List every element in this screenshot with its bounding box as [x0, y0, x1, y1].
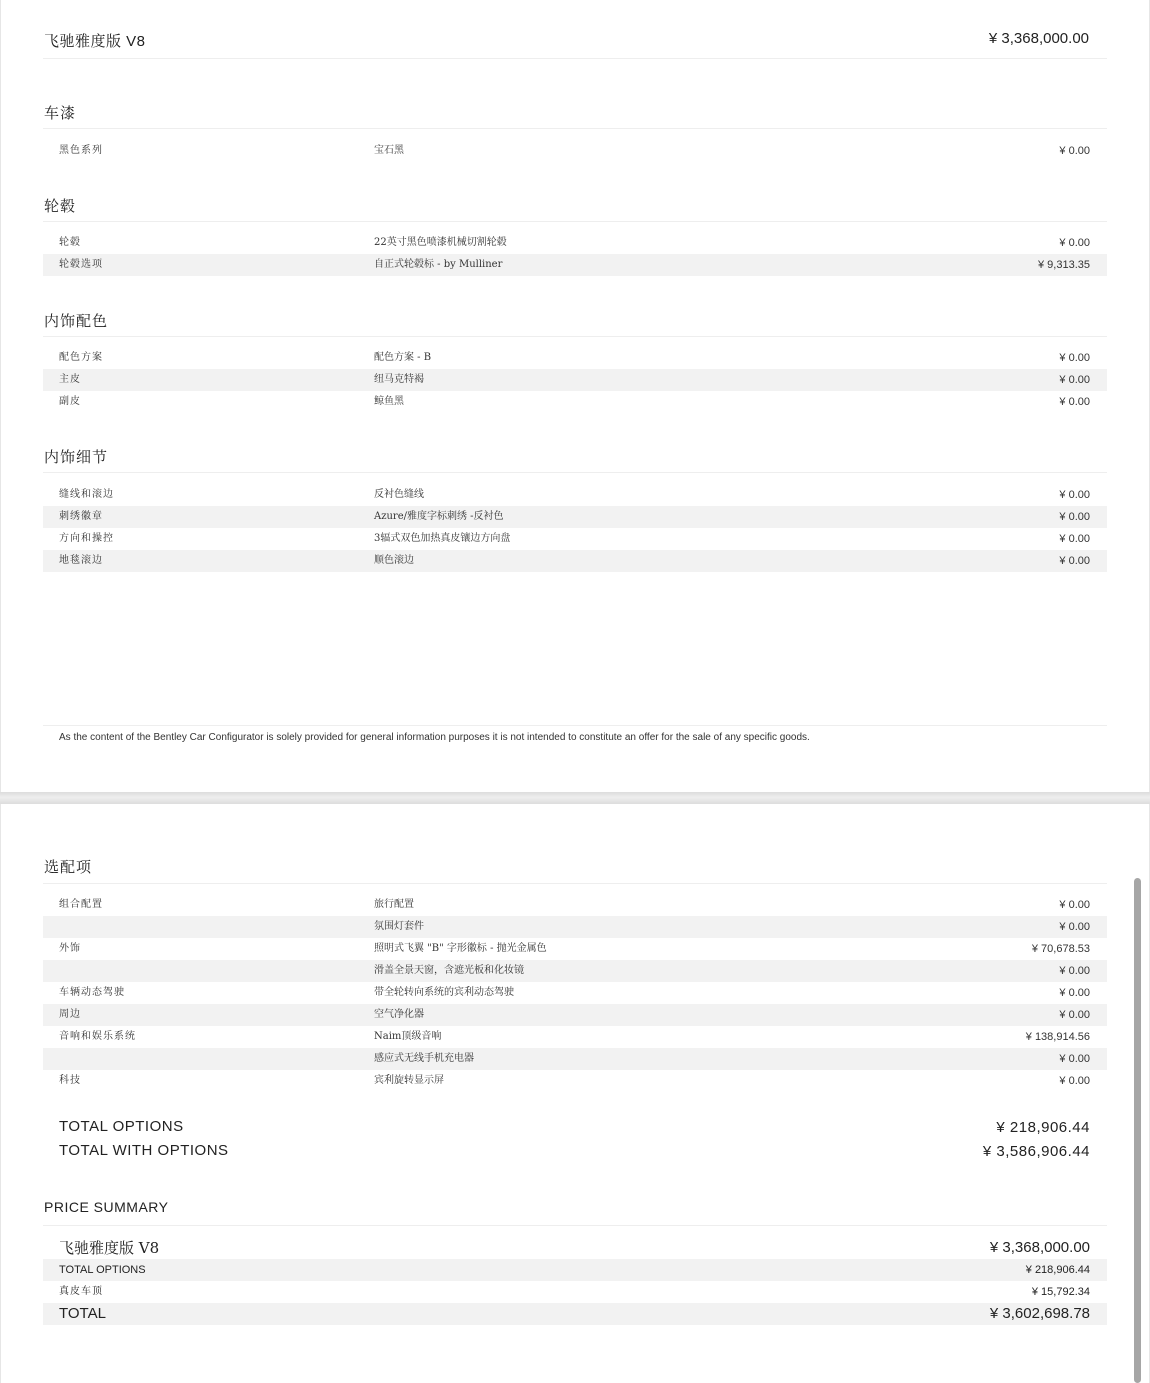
table-row	[43, 254, 1107, 276]
table-row	[43, 1004, 1107, 1026]
table-row	[43, 1070, 1107, 1092]
row-category: 地毯滚边	[59, 555, 103, 566]
table-row	[43, 550, 1107, 572]
row-item: 3辐式双色加热真皮镶边方向盘	[374, 533, 511, 544]
section-title-paint: 车漆	[44, 104, 77, 122]
row-price: ¥ 0.00	[1059, 374, 1090, 386]
table-row	[43, 506, 1107, 528]
row-category: 轮毂选项	[59, 259, 103, 270]
divider	[43, 883, 1107, 884]
row-item: 反衬色缝线	[374, 489, 424, 500]
total-with-options-label: TOTAL WITH OPTIONS	[59, 1142, 229, 1159]
row-item: 鲸鱼黑	[374, 396, 404, 407]
table-row	[43, 1026, 1107, 1048]
row-price: ¥ 0.00	[1059, 489, 1090, 501]
section-title-interior-details: 内饰细节	[44, 448, 109, 466]
page-break	[0, 792, 1150, 804]
divider	[43, 336, 1107, 337]
row-price: ¥ 0.00	[1059, 145, 1090, 157]
summary-row-roof	[43, 1281, 1107, 1303]
summary-row-model	[43, 1237, 1107, 1259]
summary-roof-value: ¥ 15,792.34	[1031, 1286, 1090, 1298]
section-title-options: 选配项	[44, 858, 93, 876]
disclaimer-text: As the content of the Bentley Car Configurator is solely provided for general information purposes it is not intended to constitute an offer for the sale of any specific goods.	[59, 732, 810, 743]
table-row	[43, 528, 1107, 550]
divider	[43, 58, 1107, 59]
row-category: 配色方案	[59, 352, 103, 363]
table-row	[43, 960, 1107, 982]
row-item: Azure/雅度字标刺绣 -反衬色	[374, 511, 504, 522]
row-item: 纽马克特褐	[374, 374, 424, 385]
row-price: ¥ 0.00	[1059, 1053, 1090, 1065]
section-title-interior-color: 内饰配色	[44, 312, 109, 330]
price-summary-title: PRICE SUMMARY	[44, 1199, 169, 1215]
row-item: 自正式轮毂标 - by Mulliner	[374, 259, 503, 270]
row-category: 外饰	[59, 943, 81, 954]
row-item: 带全轮转向系统的宾利动态驾驶	[374, 987, 514, 998]
table-row	[43, 982, 1107, 1004]
scrollbar-thumb[interactable]	[1134, 878, 1141, 1383]
row-category: 音响和娱乐系统	[59, 1031, 136, 1042]
summary-options-label: TOTAL OPTIONS	[59, 1264, 146, 1276]
table-row	[43, 484, 1107, 506]
row-item: 滑盖全景天窗，含遮光板和化妆镜	[374, 965, 524, 976]
summary-row-total	[43, 1303, 1107, 1325]
row-category: 科技	[59, 1075, 81, 1086]
page-bottom	[0, 804, 1150, 1383]
row-category: 缝线和滚边	[59, 489, 114, 500]
summary-model-value: ¥ 3,368,000.00	[989, 1239, 1090, 1256]
row-category: 周边	[59, 1009, 81, 1020]
total-options-label: TOTAL OPTIONS	[59, 1118, 184, 1135]
row-price: ¥ 0.00	[1059, 237, 1090, 249]
row-item: 宝石黑	[374, 145, 404, 156]
row-category: 方向和操控	[59, 533, 114, 544]
row-price: ¥ 138,914.56	[1025, 1031, 1090, 1043]
row-category: 轮毂	[59, 237, 81, 248]
row-item: 氛围灯套件	[374, 921, 424, 932]
row-price: ¥ 0.00	[1059, 987, 1090, 999]
row-price: ¥ 0.00	[1059, 965, 1090, 977]
row-item: 空气净化器	[374, 1009, 424, 1020]
row-price: ¥ 0.00	[1059, 899, 1090, 911]
table-row	[43, 347, 1107, 369]
divider	[43, 128, 1107, 129]
table-row	[43, 140, 1107, 162]
row-item: 顺色滚边	[374, 555, 414, 566]
total-options-value: ¥ 218,906.44	[996, 1119, 1090, 1136]
row-item: Naim顶级音响	[374, 1031, 442, 1042]
table-row	[43, 232, 1107, 254]
divider	[43, 1225, 1107, 1226]
row-category: 黑色系列	[59, 145, 103, 156]
summary-options-value: ¥ 218,906.44	[1025, 1264, 1090, 1276]
summary-total-value: ¥ 3,602,698.78	[989, 1305, 1090, 1322]
row-category: 车辆动态驾驶	[59, 987, 125, 998]
row-price: ¥ 0.00	[1059, 511, 1090, 523]
row-price: ¥ 0.00	[1059, 533, 1090, 545]
section-title-wheels: 轮毂	[44, 197, 77, 215]
row-price: ¥ 0.00	[1059, 555, 1090, 567]
row-item: 感应式无线手机充电器	[374, 1053, 474, 1064]
summary-model-label: 飞驰雅度版 V8	[59, 1239, 160, 1257]
row-item: 照明式飞翼 "B" 字形徽标 - 抛光金属色	[374, 943, 547, 954]
row-price: ¥ 70,678.53	[1031, 943, 1090, 955]
row-price: ¥ 0.00	[1059, 396, 1090, 408]
row-item: 配色方案 - B	[374, 352, 432, 363]
row-price: ¥ 0.00	[1059, 1075, 1090, 1087]
row-price: ¥ 0.00	[1059, 921, 1090, 933]
table-row	[43, 916, 1107, 938]
table-row	[43, 391, 1107, 413]
model-price: ¥ 3,368,000.00	[988, 30, 1089, 47]
table-row	[43, 938, 1107, 960]
row-item: 旅行配置	[374, 899, 414, 910]
row-category: 刺绣徽章	[59, 511, 103, 522]
summary-total-label: TOTAL	[59, 1305, 106, 1322]
row-item: 宾利旋转显示屏	[374, 1075, 444, 1086]
row-price: ¥ 9,313.35	[1038, 259, 1090, 271]
table-row	[43, 369, 1107, 391]
row-price: ¥ 0.00	[1059, 352, 1090, 364]
table-row	[43, 1048, 1107, 1070]
row-category: 副皮	[59, 396, 81, 407]
summary-row-options	[43, 1259, 1107, 1281]
table-row	[43, 894, 1107, 916]
summary-roof-label: 真皮车顶	[59, 1286, 103, 1297]
divider	[43, 221, 1107, 222]
row-category: 主皮	[59, 374, 81, 385]
row-category: 组合配置	[59, 899, 103, 910]
row-item: 22英寸黑色喷漆机械切割轮毂	[374, 237, 507, 248]
divider	[43, 725, 1107, 726]
row-price: ¥ 0.00	[1059, 1009, 1090, 1021]
model-name: 飞驰雅度版 V8	[44, 33, 146, 50]
divider	[43, 472, 1107, 473]
total-with-options-value: ¥ 3,586,906.44	[982, 1143, 1090, 1160]
